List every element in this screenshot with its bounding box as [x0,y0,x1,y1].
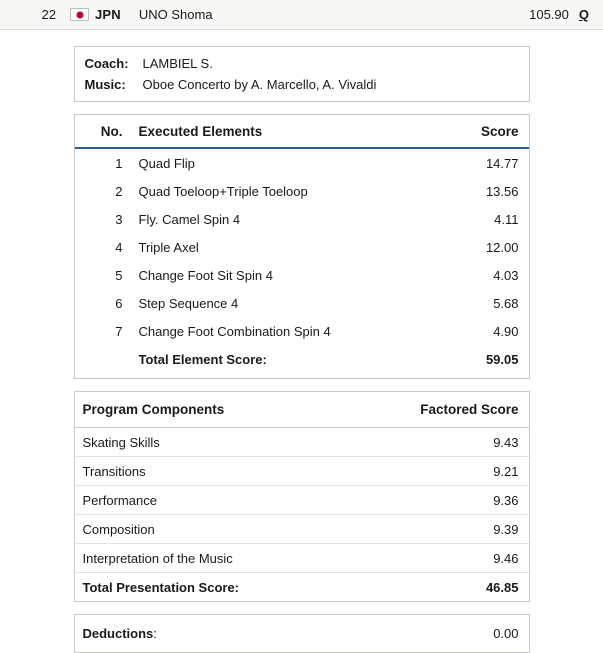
component-score: 9.36 [493,492,519,508]
element-no: 6 [115,295,123,311]
table-row [75,233,529,261]
segment-link[interactable]: Q [578,7,589,22]
component-score: 9.39 [493,521,519,537]
total-element-score-row [75,345,529,378]
component-name: Performance [82,492,157,508]
flag-japan-icon [70,8,89,21]
table-row [75,177,529,205]
coach-label: Coach: [84,56,129,71]
deductions-colon: : [153,626,157,641]
total-presentation-score-value: 46.85 [485,579,519,595]
protocol-body [0,30,603,653]
column-header-components: Program Components [82,402,225,417]
element-no: 7 [115,323,123,339]
total-presentation-score-label: Total Presentation Score: [82,579,240,595]
element-score: 4.03 [493,267,519,283]
element-no: 1 [115,155,123,171]
element-no: 5 [115,267,123,283]
list-item [75,457,529,486]
deductions-value: 0.00 [493,626,519,641]
executed-elements-panel [74,114,530,379]
coach-value: LAMBIEL S. [142,56,213,71]
skater-nation: JPN [95,7,121,22]
element-name: Triple Axel [138,239,199,255]
program-components-header [75,392,529,428]
program-components-panel [74,391,530,602]
list-item [75,515,529,544]
table-header-row [75,115,529,148]
list-item [75,544,529,573]
component-name: Skating Skills [82,434,160,450]
element-name: Change Foot Combination Spin 4 [138,323,331,339]
element-name: Step Sequence 4 [138,295,239,311]
music-label: Music: [84,77,126,92]
element-name: Quad Flip [138,155,195,171]
total-element-score-value: 59.05 [485,352,519,367]
list-item [75,428,529,457]
component-score: 9.21 [493,463,519,479]
executed-elements-rows [75,148,529,378]
total-presentation-score-row [75,573,529,601]
component-score: 9.46 [493,550,519,566]
table-row [75,317,529,345]
column-header-score: Score [435,115,529,148]
deductions-label [83,626,157,641]
skater-total-score: 105.90 [529,7,569,22]
executed-elements-table [75,115,529,378]
deductions-label-text: Deductions [82,626,154,641]
table-row [75,205,529,233]
table-row [75,289,529,317]
column-header-element: Executed Elements [131,115,435,148]
music-value: Oboe Concerto by A. Marcello, A. Vivaldi [142,77,377,92]
skater-header-bar [0,0,603,30]
skater-rank: 22 [41,7,56,22]
music-row [75,74,529,101]
table-row [75,148,529,177]
deductions-row [75,615,529,652]
skater-name: UNO Shoma [138,7,213,22]
component-score: 9.43 [493,434,519,450]
component-name: Transitions [82,463,146,479]
element-name: Change Foot Sit Spin 4 [138,267,273,283]
list-item [75,486,529,515]
element-name: Quad Toeloop+Triple Toeloop [138,183,308,199]
element-no: 4 [115,239,123,255]
element-name: Fly. Camel Spin 4 [138,211,241,227]
column-header-no: No. [75,115,131,148]
header-right-group [529,7,589,22]
element-no: 3 [115,211,123,227]
table-row [75,261,529,289]
deductions-panel [74,614,530,653]
element-score: 14.77 [485,155,519,171]
element-score: 5.68 [493,295,519,311]
column-header-factored-score: Factored Score [420,402,519,417]
element-score: 13.56 [485,183,519,199]
component-name: Interpretation of the Music [82,550,233,566]
coach-row [75,47,529,74]
total-element-score-label: Total Element Score: [138,352,267,367]
element-score: 4.11 [494,211,519,227]
component-name: Composition [82,521,155,537]
element-score: 12.00 [485,239,519,255]
element-score: 4.90 [493,323,519,339]
coach-music-panel [74,46,530,102]
element-no: 2 [115,183,123,199]
